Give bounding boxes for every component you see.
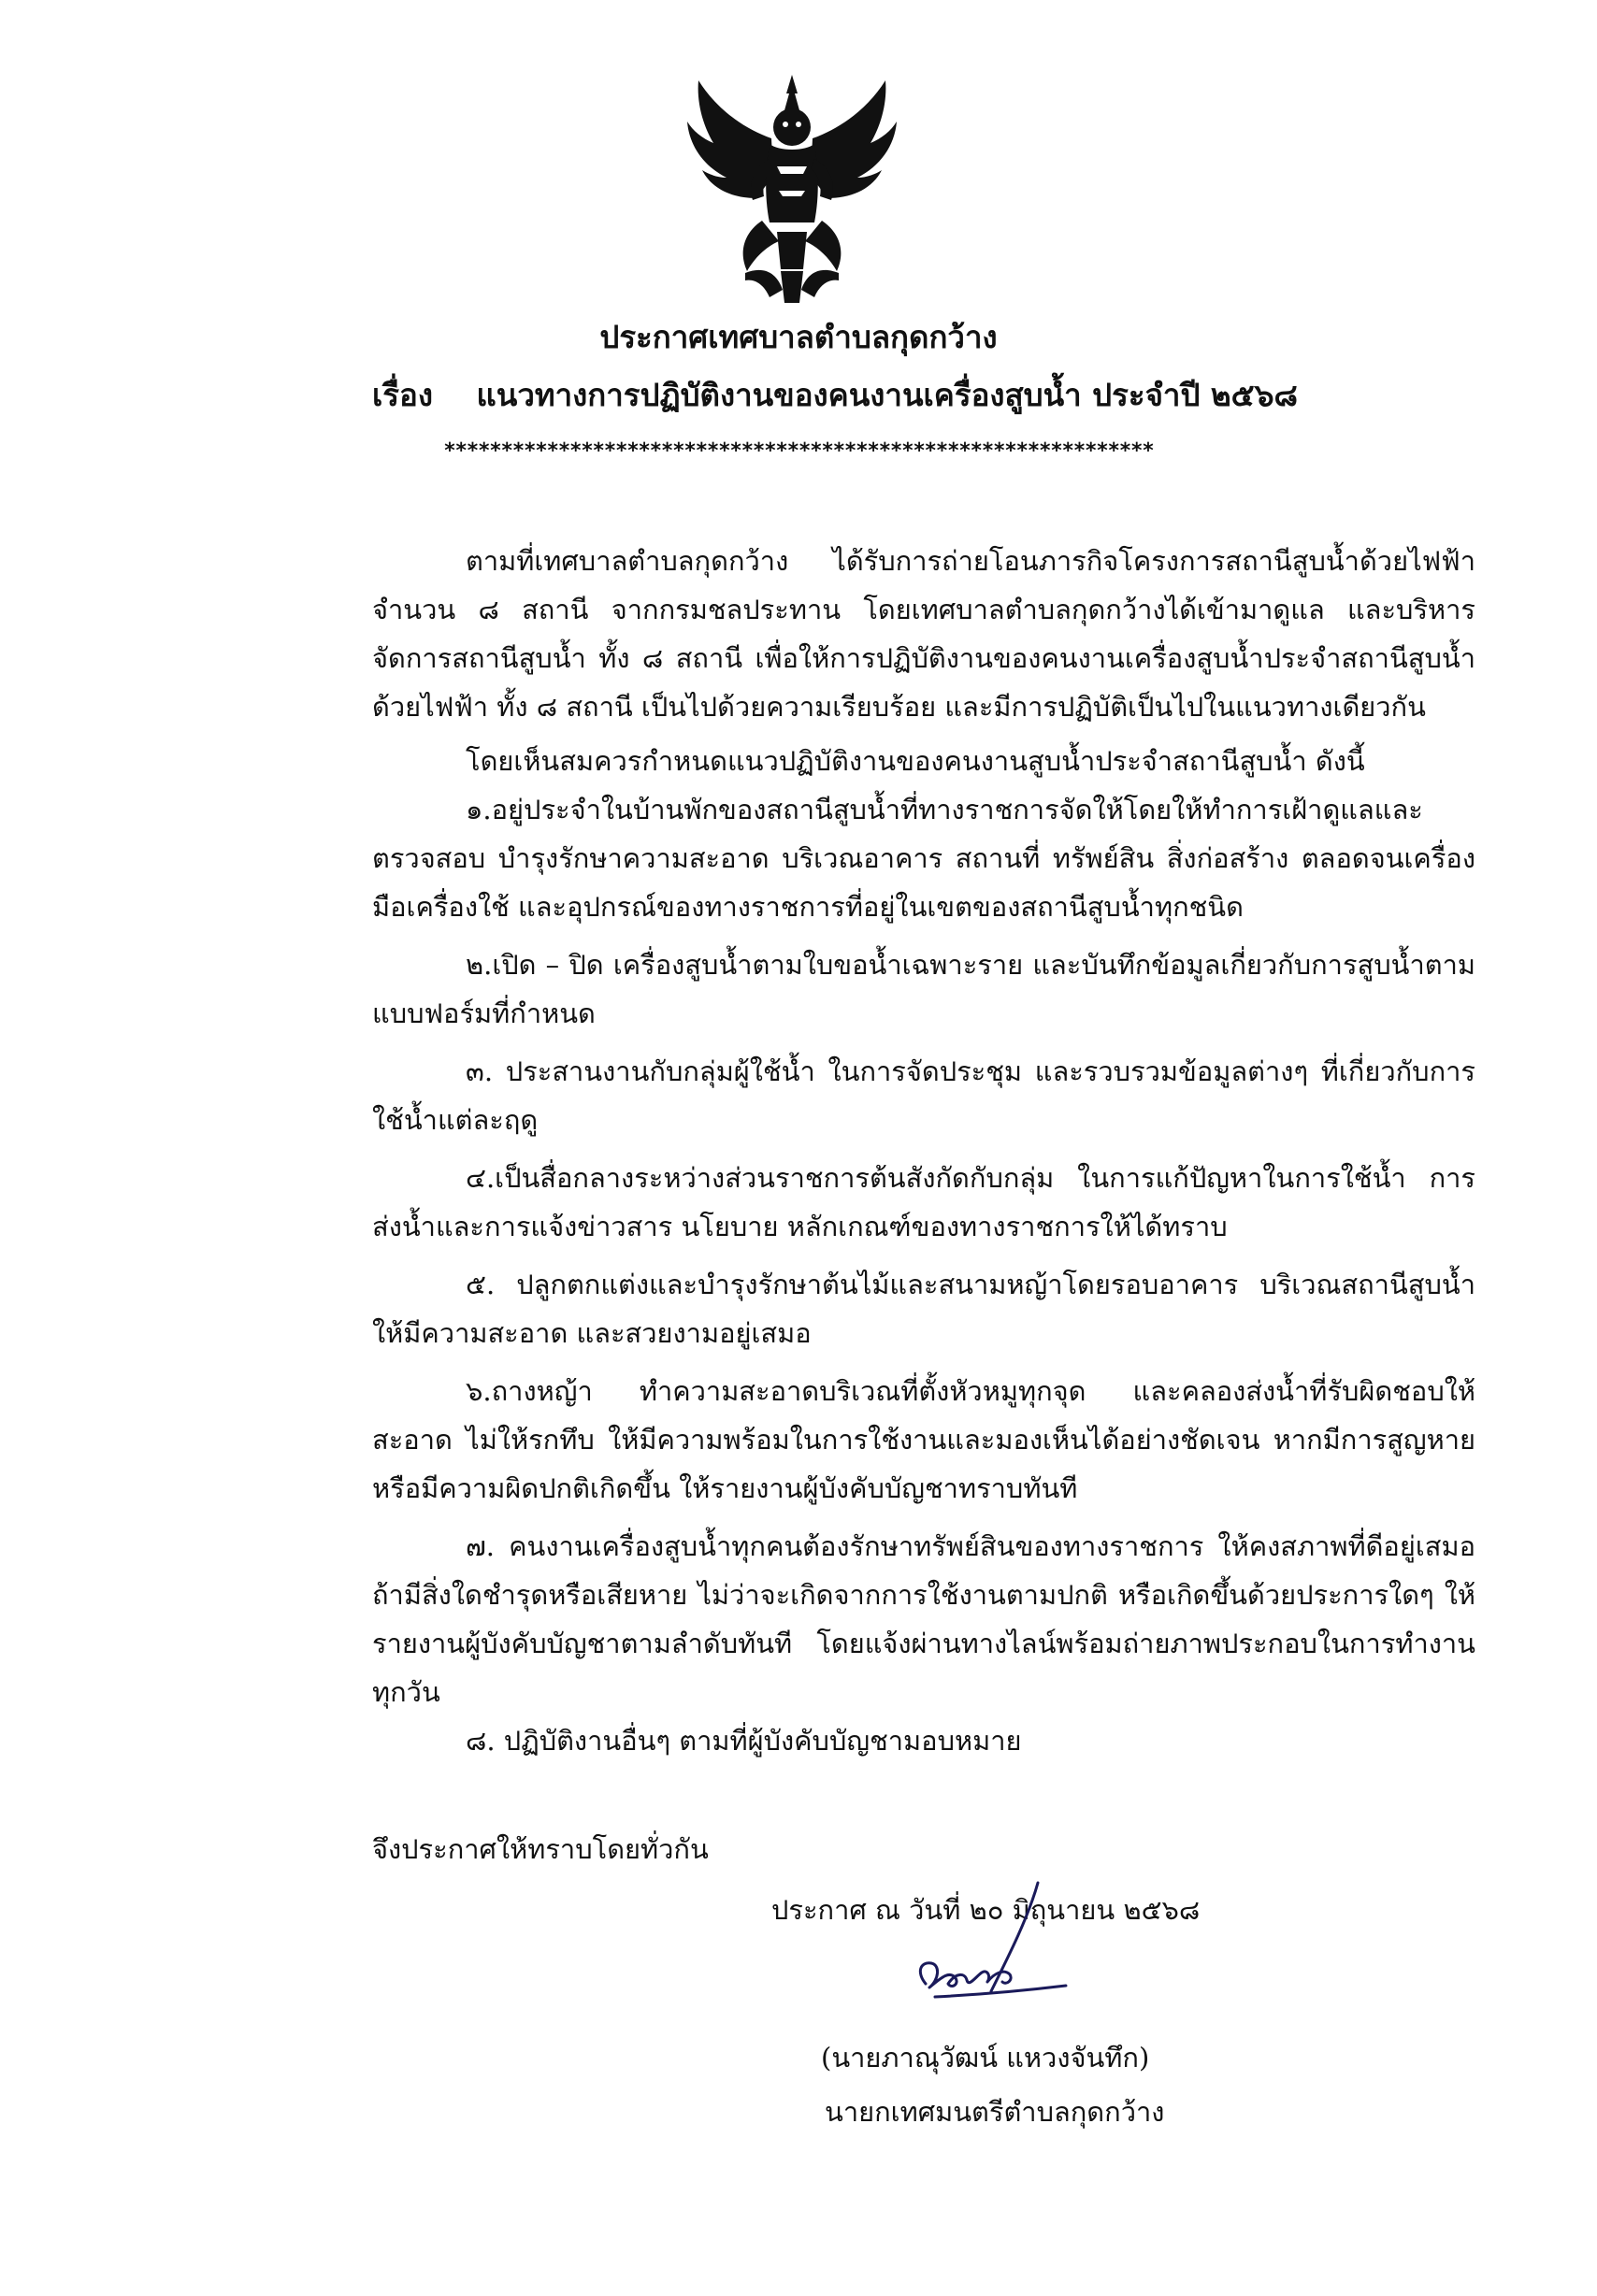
list-item: ๖.ถางหญ้า ทำความสะอาดบริเวณที่ตั้งหัวหมูทุกจุด และคลองส่งน้ำที่รับผิดชอบให้สะอาด ไม่ให้รกทึบ ให้มีความพร้อมในการใช้งานและมองเห็นได้อย่างชัดเจน หากมีการสูญหายหรือมีความผิดปกติเกิดขึ้น ให้รายงานผู้บังคับบัญชาทราบทันที xyxy=(372,1375,1475,1504)
list-item: ๒.เปิด – ปิด เครื่องสูบน้ำตามใบขอน้ำเฉพาะราย และบันทึกข้อมูลเกี่ยวกับการสูบน้ำตามแบบฟอร์มที่กำหนด xyxy=(372,949,1475,1029)
subject-text: แนวทางการปฏิบัติงานของคนงานเครื่องสูบน้ำ ประจำปี ๒๕๖๘ xyxy=(476,377,1299,413)
signer-name: (นายภาณุวัฒน์ แหวงจันทึก) xyxy=(821,2042,1150,2074)
subject-line xyxy=(372,370,1298,420)
subject-label: เรื่อง xyxy=(372,377,433,413)
list-item: ๑.อยู่ประจำในบ้านพักของสถานีสูบน้ำที่ทางราชการจัดให้โดยให้ทำการเฝ้าดูแลและตรวจสอบ บำรุงรักษาความสะอาด บริเวณอาคาร สถานที่ ทรัพย์สิน สิ่งก่อสร้าง ตลอดจนเครื่องมือเครื่องใช้ และอุปกรณ์ของทางราชการที่อยู่ในเขตของสถานีสูบน้ำทุกชนิด xyxy=(372,794,1475,923)
list-item: ๘. ปฏิบัติงานอื่นๆ ตามที่ผู้บังคับบัญชามอบหมาย xyxy=(466,1725,1022,1757)
handwritten-signature-icon xyxy=(898,1879,1085,2019)
signer-position: นายกเทศมนตรีตำบลกุดกว้าง xyxy=(825,2096,1165,2128)
separator-line: ************************************************************** xyxy=(443,439,1154,463)
list-item: ๔.เป็นสื่อกลางระหว่างส่วนราชการต้นสังกัดกับกลุ่ม ในการแก้ปัญหาในการใช้น้ำ การส่งน้ำและการแจ้งข่าวสาร นโยบาย หลักเกณฑ์ของทางราชการให้ได้ทราบ xyxy=(372,1162,1475,1242)
list-item: ๓. ประสานงานกับกลุ่มผู้ใช้น้ำ ในการจัดประชุม และรวบรวมข้อมูลต่างๆ ที่เกี่ยวกับการใช้น้ำแต่ละฤดู xyxy=(372,1055,1475,1136)
intro-text: ตามที่เทศบาลตำบลกุดกว้าง ได้รับการถ่ายโอนภารกิจโครงการสถานีสูบน้ำด้วยไฟฟ้า จำนวน ๘ สถานี จากกรมชลประทาน โดยเทศบาลตำบลกุดกว้างได้เข้ามาดูแล และบริหารจัดการสถานีสูบน้ำ ทั้ง ๘ สถานี เพื่อให้การปฏิบัติงานของคนงานเครื่องสูบน้ำประจำสถานีสูบน้ำด้วยไฟฟ้า ทั้ง ๘ สถานี เป็นไปด้วยความเรียบร้อย และมีการปฏิบัติเป็นไปในแนวทางเดียวกัน xyxy=(372,545,1475,723)
intro-paragraph xyxy=(372,537,1475,731)
purpose-paragraph: โดยเห็นสมควรกำหนดแนวปฏิบัติงานของคนงานสูบน้ำประจำสถานีสูบน้ำ ดังนี้ xyxy=(466,745,1365,777)
garuda-emblem-icon xyxy=(680,73,904,307)
closing-statement: จึงประกาศให้ทราบโดยทั่วกัน xyxy=(372,1833,709,1865)
list-item: ๗. คนงานเครื่องสูบน้ำทุกคนต้องรักษาทรัพย์สินของทางราชการ ให้คงสภาพที่ดีอยู่เสมอ ถ้ามีสิ่งใดชำรุดหรือเสียหาย ไม่ว่าจะเกิดจากการใช้งานตามปกติ หรือเกิดขึ้นด้วยประการใดๆ ให้รายงานผู้บังคับบัญชาตามลำดับทันที โดยแจ้งผ่านทางไลน์พร้อมถ่ายภาพประกอบในการทำงานทุกวัน xyxy=(372,1530,1475,1708)
announcement-title: ประกาศเทศบาลตำบลกุดกว้าง xyxy=(599,319,998,355)
document-body xyxy=(372,537,1475,1765)
list-item: ๕. ปลูกตกแต่งและบำรุงรักษาต้นไม้และสนามหญ้าโดยรอบอาคาร บริเวณสถานีสูบน้ำ ให้มีความสะอาด และสวยงามอยู่เสมอ xyxy=(372,1269,1475,1349)
announcement-date: ประกาศ ณ วันที่ ๒๐ มิถุนายน ๒๕๖๘ xyxy=(771,1894,1201,1926)
